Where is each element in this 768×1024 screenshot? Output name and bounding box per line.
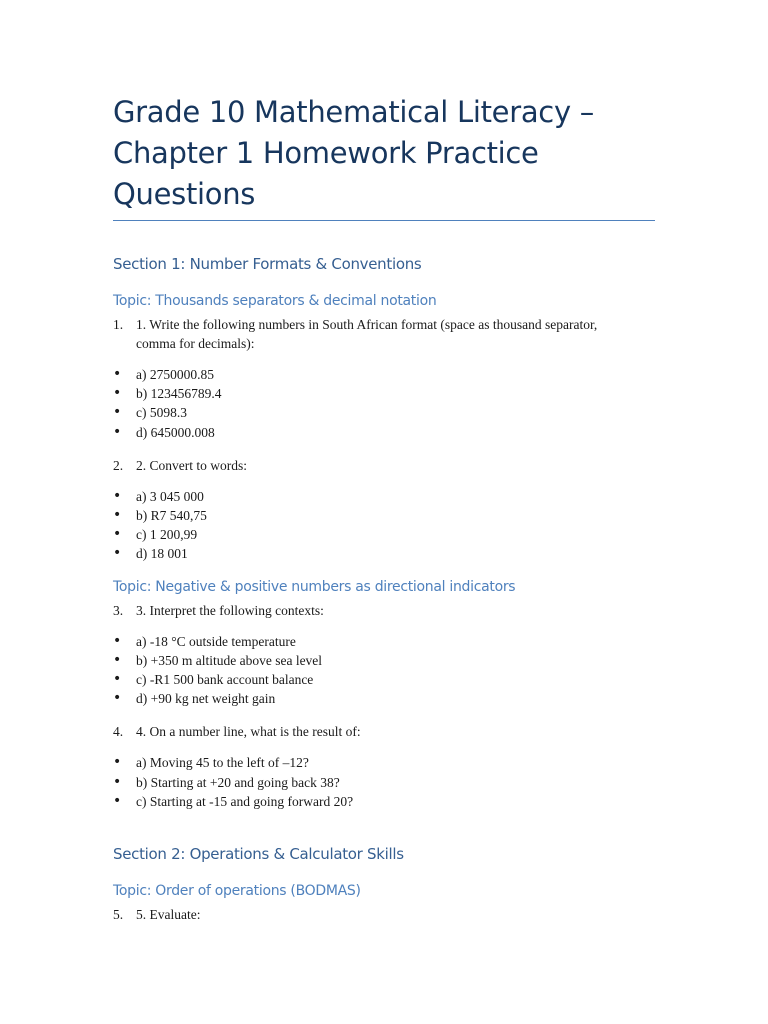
question-number: 5. (113, 907, 124, 922)
bullet-icon: • (113, 507, 122, 523)
title-divider (113, 220, 655, 221)
bullet-icon: • (113, 690, 122, 706)
bullet-icon: • (113, 404, 122, 420)
bullet-icon: • (113, 652, 122, 668)
bullet-icon: • (113, 754, 122, 770)
document-title (113, 92, 655, 215)
question-number: 3. (113, 603, 124, 618)
question-1-line-2: comma for decimals): (136, 336, 255, 351)
topic-thousands-heading: Topic: Thousands separators & decimal notation (113, 293, 437, 309)
question-4-text: 4. On a number line, what is the result of: (136, 724, 361, 739)
question-2-text: 2. Convert to words: (136, 458, 247, 473)
question-number: 2. (113, 458, 124, 473)
topic-bodmas-heading: Topic: Order of operations (BODMAS) (113, 883, 361, 899)
question-number: 4. (113, 724, 124, 739)
section-2-heading: Section 2: Operations & Calculator Skills (113, 845, 404, 863)
title-line-1: Grade 10 Mathematical Literacy – (113, 95, 594, 129)
title-line-3: Questions (113, 177, 256, 211)
bullet-icon: • (113, 633, 122, 649)
bullet-icon: • (113, 671, 122, 687)
bullet-icon: • (113, 385, 122, 401)
question-number: 1. (113, 317, 124, 332)
topic-directional-heading: Topic: Negative & positive numbers as directional indicators (113, 579, 516, 595)
bullet-icon: • (113, 774, 122, 790)
title-line-2: Chapter 1 Homework Practice (113, 136, 539, 170)
bullet-icon: • (113, 424, 122, 440)
bullet-icon: • (113, 488, 122, 504)
bullet-icon: • (113, 545, 122, 561)
question-1-line-1: 1. Write the following numbers in South African format (space as thousand separator, (136, 317, 598, 332)
question-5-text: 5. Evaluate: (136, 907, 201, 922)
question-3-text: 3. Interpret the following contexts: (136, 603, 324, 618)
bullet-icon: • (113, 793, 122, 809)
bullet-icon: • (113, 366, 122, 382)
bullet-icon: • (113, 526, 122, 542)
section-1-heading: Section 1: Number Formats & Conventions (113, 255, 422, 273)
